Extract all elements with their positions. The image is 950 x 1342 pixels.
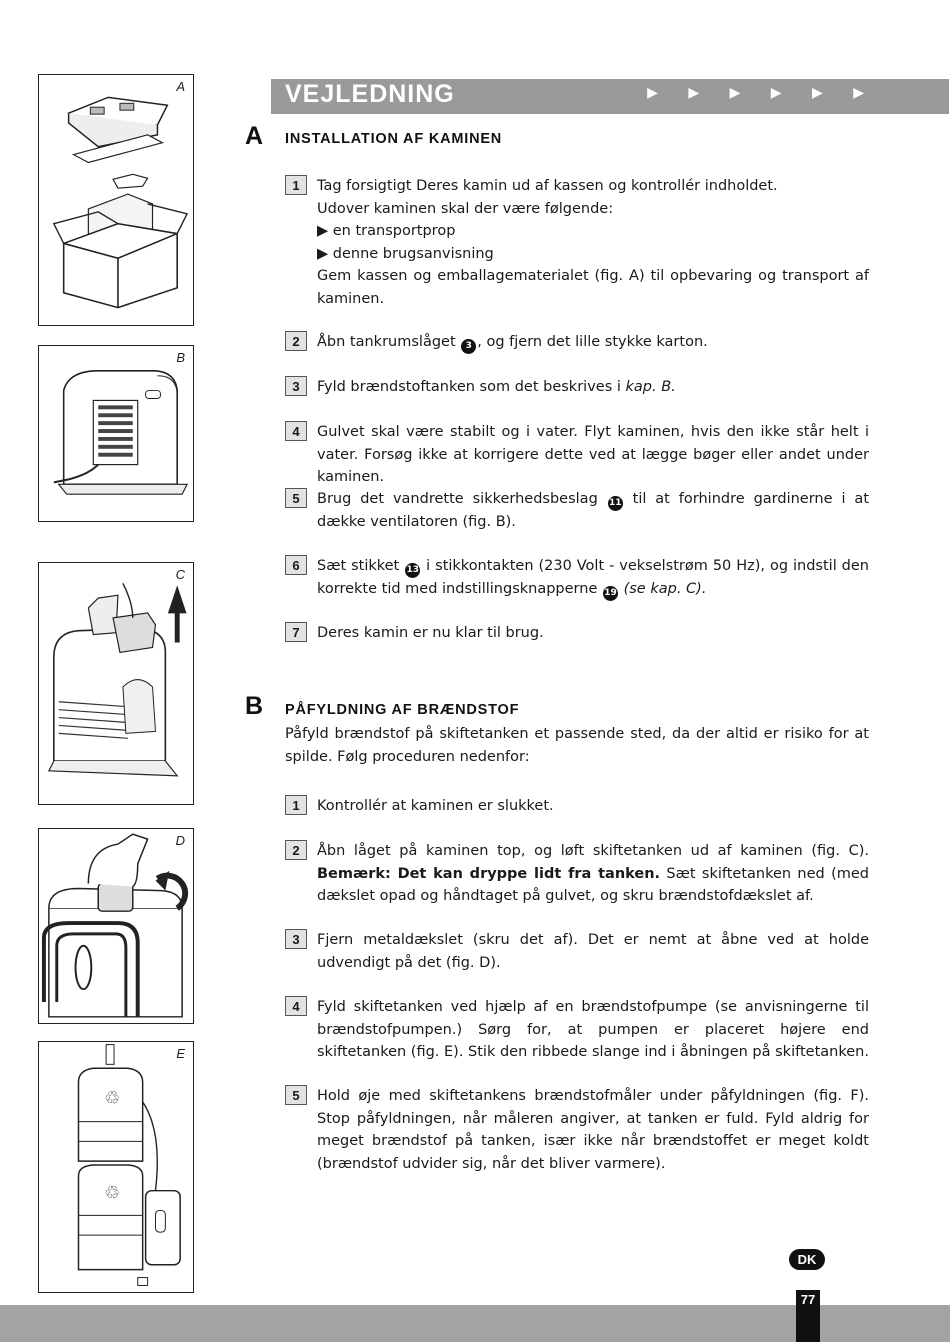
section-a-step-1: [285, 175, 869, 310]
step-text: Fyld skiftetanken ved hjælp af en brændstofpumpe (se anvisningerne til brændstofpumpen.) Sørg for, at pumpen er placeret højere end skiftetanken (fig. E). Stik den ribbede slange ind i åbningen på skiftetanken.: [317, 999, 869, 1060]
step-text: Tag forsigtigt Deres kamin ud af kassen og kontrollér indholdet.: [317, 178, 778, 194]
tank-removal-illustration: [39, 563, 193, 804]
part-marker-icon: 11: [608, 496, 623, 511]
section-a-step-6: [285, 555, 869, 601]
chapter-reference: (se kap. C).: [618, 581, 707, 597]
cap-unscrew-illustration: [39, 829, 193, 1023]
step-text: til at forhindre gardinerne i at dække ventilatoren (fig. B).: [317, 491, 869, 530]
step-number: 1: [285, 795, 307, 815]
section-b-step-5: [285, 1085, 869, 1175]
section-b-intro: Påfyld brændstof på skiftetanken et passende sted, da der altid er risiko for at spilde. Følg proceduren nedenfor:: [285, 726, 869, 765]
section-b-letter: B: [245, 692, 264, 720]
step-bullet: ▶ denne brugsanvisning: [317, 245, 494, 262]
step-text: Gem kassen og emballagematerialet (fig. A) til opbevaring og transport af kaminen.: [317, 268, 869, 307]
section-a-step-3: [285, 376, 869, 399]
step-number: 3: [285, 929, 307, 949]
section-a-step-5: [285, 488, 869, 534]
step-number: 7: [285, 622, 307, 642]
step-text: Fjern metaldækslet (skru det af). Det er nemt at åbne ved at holde udvendigt på det (fig. D).: [317, 932, 869, 971]
step-text: Brug det vandrette sikkerhedsbeslag: [317, 491, 607, 507]
fuel-pump-illustration: [39, 1042, 193, 1292]
section-a-step-4: [285, 421, 869, 489]
step-number: 4: [285, 421, 307, 441]
figure-e: [38, 1041, 194, 1293]
step-text: Gulvet skal være stabilt og i vater. Flyt kaminen, hvis den ikke står helt i vater. Forsøg ikke at korrigere dette ved at lægge bøger eller andet under kaminen.: [317, 424, 869, 485]
figure-b-label: B: [176, 350, 185, 365]
section-b-title: PÅFYLDNING AF BRÆNDSTOF: [285, 702, 520, 718]
step-number: 5: [285, 1085, 307, 1105]
step-text: Udover kaminen skal der være følgende:: [317, 200, 614, 217]
step-bullet: ▶ en transportprop: [317, 223, 456, 239]
section-b-step-3: [285, 929, 869, 974]
section-a-letter: A: [245, 122, 264, 150]
figure-c-label: C: [175, 567, 185, 582]
header-arrows-icon: ▶ ▶ ▶ ▶ ▶ ▶: [647, 85, 877, 101]
page-title: VEJLEDNING: [285, 80, 455, 108]
part-marker-icon: 3: [461, 339, 476, 354]
language-badge: DK: [789, 1249, 825, 1270]
section-b-step-1: [285, 795, 869, 818]
part-marker-icon: 13: [405, 563, 420, 578]
box-unpacking-illustration: [39, 75, 193, 325]
page-number: 77: [796, 1290, 820, 1342]
step-text: Åbn tankrumslåget: [317, 334, 461, 350]
part-marker-icon: 19: [603, 586, 618, 601]
step-text: Fyld brændstoftanken som det beskrives i: [317, 379, 626, 395]
figure-c: [38, 562, 194, 805]
figure-d-label: D: [175, 833, 185, 848]
svg-text:♲: ♲: [104, 1088, 121, 1109]
heater-back-illustration: [39, 346, 193, 521]
step-number: 1: [285, 175, 307, 195]
section-header-bar: [271, 79, 949, 114]
section-b-step-2: [285, 840, 869, 908]
figure-e-label: E: [176, 1046, 185, 1061]
step-number: 6: [285, 555, 307, 575]
step-text: Åbn låget på kaminen top, og løft skiftetanken ud af kaminen (fig. C).: [317, 843, 869, 859]
step-text: Hold øje med skiftetankens brændstofmåler under påfyldningen (fig. F). Stop påfyldningen, når måleren angiver, at tanken er fuld. Fyld aldrig for meget brændstof på tanken, især ikke når brændstoffet er meget koldt (brændstof udvider sig, når det bliver varmere).: [317, 1088, 869, 1172]
section-a-title: INSTALLATION AF KAMINEN: [285, 131, 503, 147]
step-number: 2: [285, 840, 307, 860]
step-number: 3: [285, 376, 307, 396]
section-b-step-4: [285, 996, 869, 1064]
figure-d: [38, 828, 194, 1024]
figure-b: [38, 345, 194, 522]
step-number: 2: [285, 331, 307, 351]
step-text: Sæt stikket: [317, 558, 405, 574]
step-text: i stikkontakten (230 Volt - vekselstrøm 50 Hz), og indstil den korrekte tid med indstillingsknapperne: [317, 558, 869, 597]
warning-note: Bemærk: Det kan dryppe lidt fra tanken.: [317, 865, 661, 882]
step-text: , og fjern det lille stykke karton.: [477, 334, 708, 350]
step-text: Sæt skiftetanken ned (med dækslet opad og håndtaget på gulvet, og skru brændstofdækslet af.: [317, 865, 869, 904]
figure-a: [38, 74, 194, 326]
step-number: 5: [285, 488, 307, 508]
step-text: Deres kamin er nu klar til brug.: [317, 625, 544, 641]
step-number: 4: [285, 996, 307, 1016]
section-a-step-2: [285, 331, 869, 354]
step-text: Kontrollér at kaminen er slukket.: [317, 798, 554, 814]
figure-a-label: A: [176, 79, 185, 94]
svg-text:♲: ♲: [104, 1183, 121, 1204]
section-a-step-7: [285, 622, 869, 645]
chapter-reference: kap. B.: [625, 379, 676, 395]
